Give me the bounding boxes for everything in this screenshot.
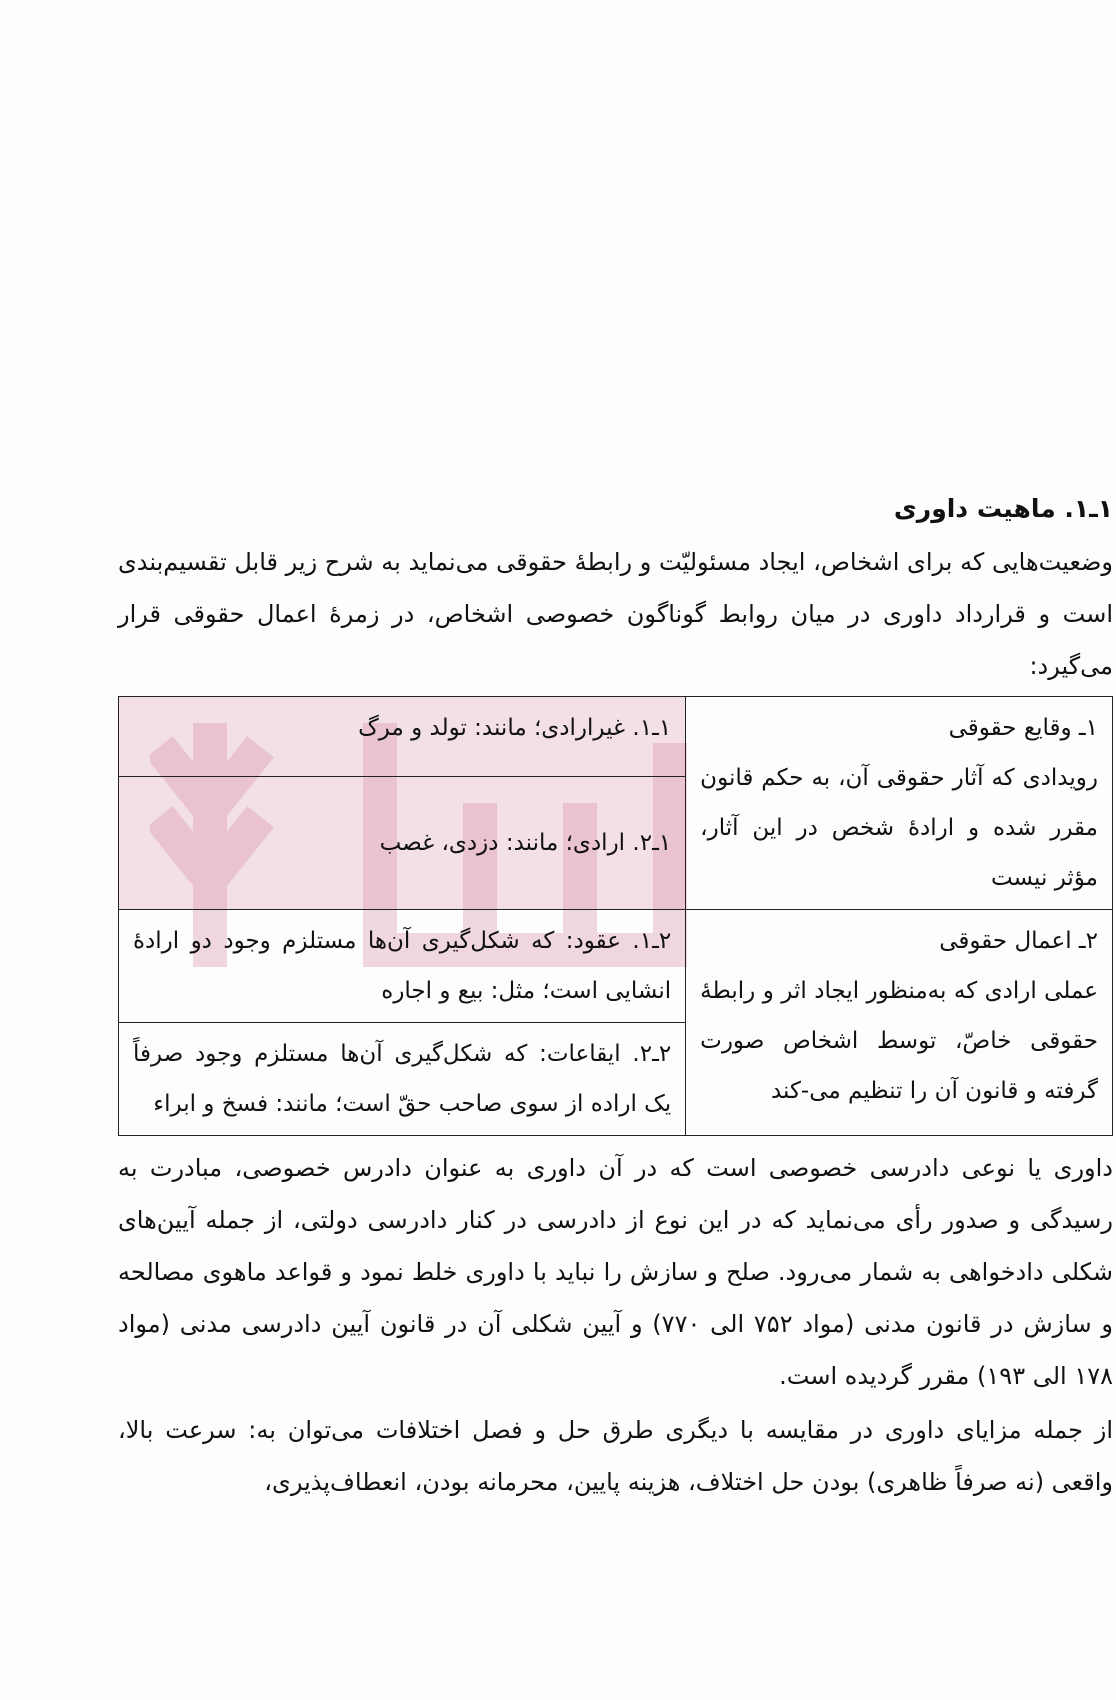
subcategory-cell: ۲ـ۱. عقود: که شکل‌گیری آن‌ها مستلزم وجود دو ارادهٔ انشایی است؛ مثل: بیع و اجاره — [119, 910, 686, 1023]
section-heading: ۱ـ۱. ماهیت داوری — [893, 494, 1113, 523]
subcategory-cell: ۲ـ۲. ایقاعات: که شکل‌گیری آن‌ها مستلزم وجود صرفاً یک اراده از سوی صاحب حقّ است؛ مانند: فسخ و ابراء — [119, 1023, 686, 1136]
category-description: رویدادی که آثار حقوقی آن، به حکم قانون مقرر شده و ارادهٔ شخص در این آثار، مؤثر نیست — [700, 765, 1098, 891]
body-paragraph: داوری یا نوعی دادرسی خصوصی است که در آن داوری به عنوان دادرس خصوصی، مبادرت به رسیدگی و صدور رأی می‌نماید که در این نوع از دادرسی در کنار دادرسی دولتی، از جمله آیین‌های شکلی دادخواهی به شمار می‌رود. صلح و سازش را نباید با داوری خلط نمود و قواعد ماهوی مصالحه و سازش در قانون مدنی (مواد ۷۵۲ الی ۷۷۰) و آیین شکلی آن در قانون آیین دادرسی مدنی (مواد ۱۷۸ الی ۱۹۳) مقرر گردیده است. — [118, 1154, 1113, 1390]
category-cell — [686, 697, 1113, 910]
main-content — [118, 488, 1113, 1508]
subcategory-cell: ۱ـ۱. غیرارادی؛ مانند: تولد و مرگ — [119, 697, 686, 777]
intro-paragraph: وضعیت‌هایی که برای اشخاص، ایجاد مسئولیّت و رابطهٔ حقوقی می‌نماید به شرح زیر قابل تقسیم‌بندی است و قرارداد داوری در میان روابط گوناگون خصوصی اشخاص، در زمرهٔ اعمال حقوقی قرار می‌گیرد: — [118, 548, 1113, 680]
subcategory-cell: ۱ـ۲. ارادی؛ مانند: دزدی، غصب — [119, 777, 686, 910]
category-cell — [686, 910, 1113, 1136]
legal-facts-table — [118, 696, 1113, 1136]
category-description: عملی ارادی که به‌منظور ایجاد اثر و رابطهٔ حقوقی خاصّ، توسط اشخاص صورت گرفته و قانون آن را تنظیم می-کند — [700, 978, 1098, 1104]
body-paragraph: از جمله مزایای داوری در مقایسه با دیگری طرق حل و فصل اختلافات می‌توان به: سرعت بالا، واقعی (نه صرفاً ظاهری) بودن حل اختلاف، هزینه پایین، محرمانه بودن، انعطاف‌پذیری، — [118, 1416, 1113, 1496]
category-title: ۱ـ وقایع حقوقی — [948, 715, 1098, 741]
table-row — [119, 697, 1113, 777]
table-row — [119, 910, 1113, 1023]
category-title: ۲ـ اعمال حقوقی — [939, 928, 1098, 954]
